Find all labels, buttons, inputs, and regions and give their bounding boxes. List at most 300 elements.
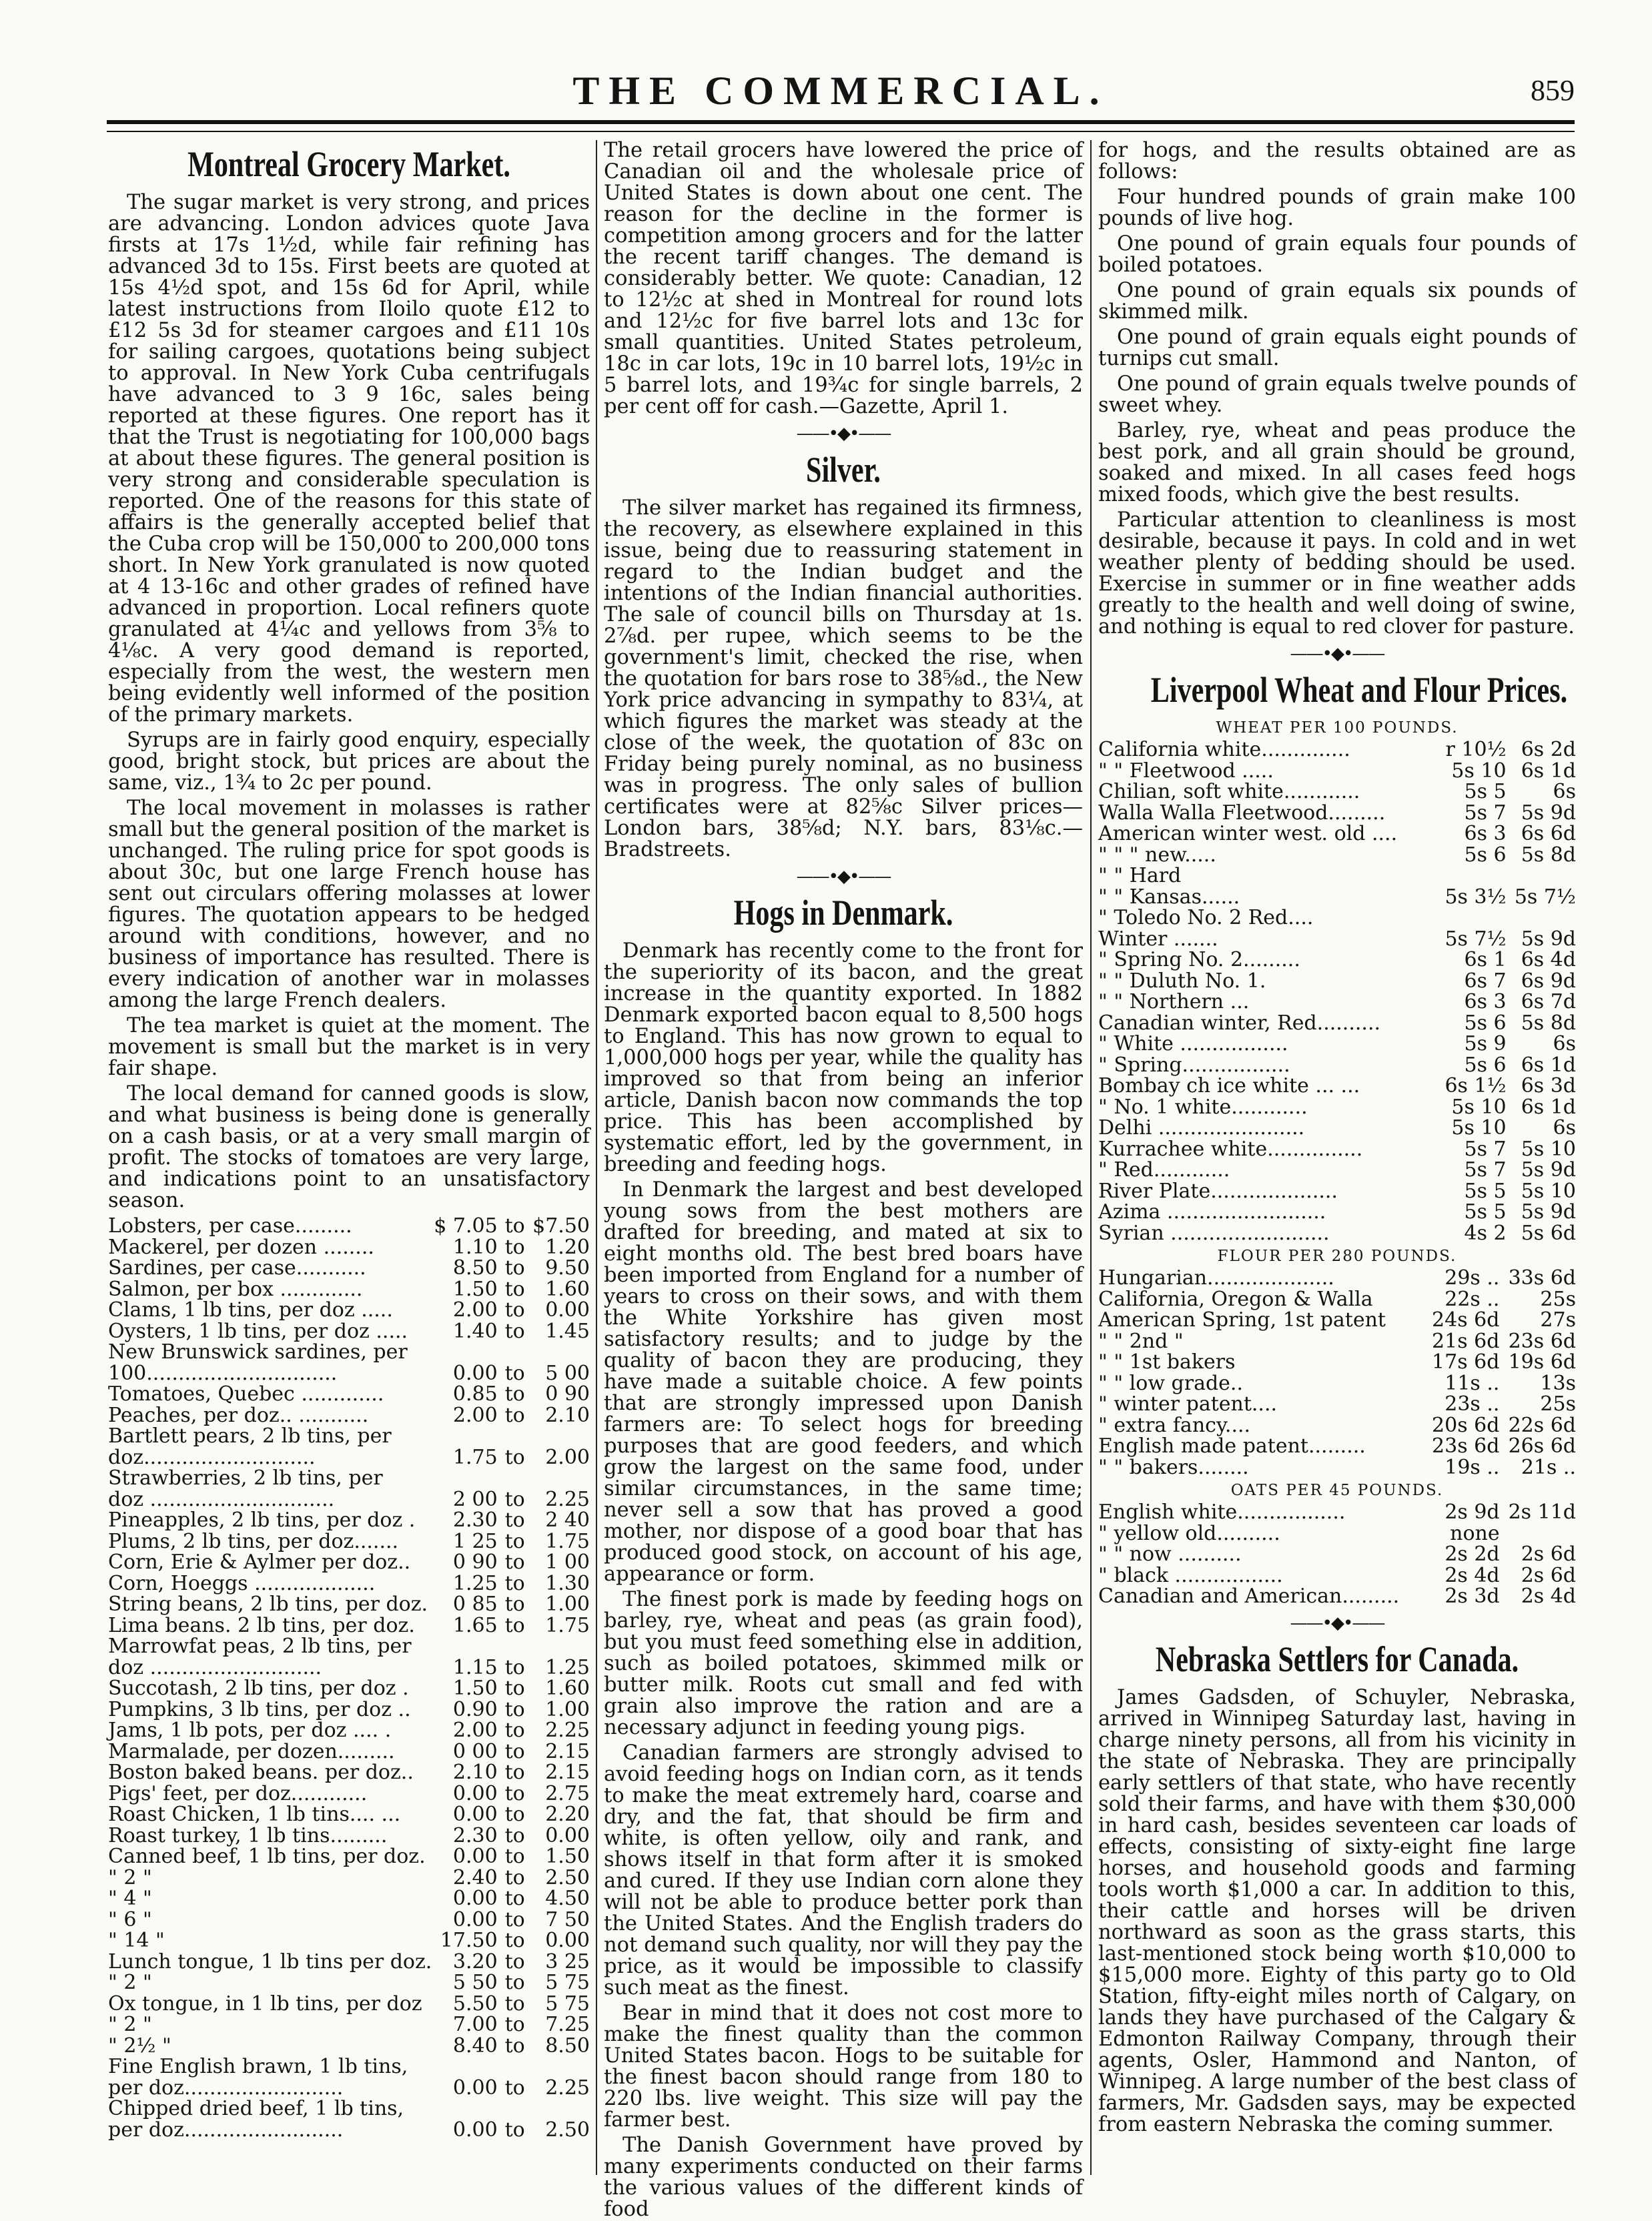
price-value: 26s 6d (1508, 1434, 1576, 1458)
price-row (1098, 1202, 1576, 1223)
price-value: to (504, 1256, 525, 1280)
price-row (108, 1237, 590, 1258)
price-row (108, 1279, 590, 1300)
paragraph: Bear in mind that it does not cost more to make the finest quality than the common United States bacon. Hogs to be suitable for the finest bacon should range from 180 to 220 lbs. live weight. This size will pay the farmer best. (604, 2002, 1083, 2132)
price-value: none (1450, 1521, 1500, 1545)
price-value: 2s 2d (1444, 1542, 1500, 1566)
price-item-label: doz ............................. (108, 1487, 335, 1511)
price-row (1098, 761, 1576, 782)
price-item-label: " 2 " (108, 1971, 152, 1994)
price-item-label: Walla Walla Fleetwood......... (1098, 801, 1386, 825)
section-ornament: ——•◆•—— (796, 424, 891, 444)
article-heading: Nebraska Settlers for Canada. (1155, 1639, 1519, 1679)
price-value: 29s .. (1444, 1266, 1500, 1290)
price-row (108, 1741, 590, 1763)
price-value: to (504, 2118, 525, 2142)
price-value: 8.50 (545, 2034, 590, 2058)
paragraph: James Gadsden, of Schuyler, Nebraska, arrived in Winnipeg Saturday last, having in charge ninety persons, all from his vicinity in the state of Nebraska. They are principally early settlers of that state, who have recently sold their farms, and have with them $30,000 in hard cash, besides seventeen car loads of effects, consisting of sixty-eight fine large horses, and household goods and farming tools worth $1,000 a car. In addition to this, their cattle and horses will be driven northward as soon as the grass starts, this last-mentioned stock being worth $10,000 to $15,000 more. Eighty of this party go to Old Station, fifty-eight miles north of Calgary, on lands they have purchased of the Calgary & Edmonton Railway Company, through their agents, Osler, Hammond and Nanton, of Winnipeg. A large number of the best class of farmers, Mr. Gadsden says, may be expected from eastern Nebraska the coming summer. (1098, 1685, 1576, 2136)
price-value: 5s 9d (1521, 801, 1576, 825)
price-row (108, 1468, 590, 1489)
price-value: 0.00 (452, 1887, 498, 1910)
price-value: 0.00 (452, 1803, 498, 1826)
price-value: 0.85 (452, 1382, 498, 1406)
price-item-label: Azima ......................... (1098, 1200, 1326, 1224)
price-value: 7.25 (545, 2013, 590, 2036)
price-value (1507, 865, 1576, 887)
price-value (1500, 1523, 1576, 1544)
price-value: $7.50 (532, 1214, 590, 1238)
price-value: 2.00 (452, 1719, 498, 1742)
price-item-label: Sardines, per case........... (108, 1256, 366, 1280)
price-item-label: " " 1st bakers (1098, 1350, 1236, 1374)
price-value: to (504, 1382, 525, 1406)
price-item-label: Roast turkey, 1 lb tins......... (108, 1823, 388, 1847)
price-item-label: Succotash, 2 lb tins, per doz . (108, 1677, 409, 1700)
price-row (108, 1951, 590, 1973)
paragraph: One pound of grain equals twelve pounds of sweet whey. (1098, 372, 1576, 417)
price-row (1098, 1502, 1576, 1523)
price-row (1098, 865, 1576, 887)
price-row (108, 1909, 590, 1931)
price-row (108, 1489, 590, 1510)
price-row (108, 1363, 590, 1384)
price-row (108, 1825, 590, 1847)
price-value: 24s 6d (1432, 1308, 1500, 1332)
price-value (1436, 907, 1506, 929)
price-value: 5s 7½ (1444, 927, 1507, 951)
price-value: 9.50 (545, 1256, 590, 1280)
article-heading: Silver. (806, 450, 881, 490)
price-row (1098, 1013, 1576, 1034)
price-item-label: " " Fleetwood ..... (1098, 759, 1274, 783)
price-value: 0 00 (452, 1739, 498, 1763)
price-row (1098, 1181, 1576, 1202)
price-value: 1.50 (452, 1277, 498, 1301)
price-item-label: " 14 " (108, 1929, 165, 1952)
price-row (1098, 1075, 1576, 1097)
price-item-label: " Spring No. 2......... (1098, 948, 1300, 971)
price-row (1098, 1310, 1576, 1331)
price-value: 6s 3 (1464, 822, 1507, 845)
newspaper-title: THE COMMERCIAL. (572, 69, 1109, 113)
column-divider (596, 140, 597, 2175)
paragraph: The local demand for canned goods is slow, and what business is being done is generally on a cash basis, or at a very small margin of profit. The stocks of tomatoes are very large, and indications point to an unsatisfactory season. (108, 1082, 590, 1212)
price-value: 0.90 (452, 1697, 498, 1721)
price-row (108, 1573, 590, 1595)
price-row (1098, 929, 1576, 950)
price-value: to (504, 2034, 525, 2058)
price-value: 1.45 (545, 1319, 590, 1343)
price-value: to (504, 1949, 525, 1973)
price-row (1098, 949, 1576, 971)
price-row (108, 1972, 590, 1993)
price-row (1098, 907, 1576, 929)
price-item-label: Canadian and American......... (1098, 1585, 1400, 1608)
price-value: 5s 10 (1521, 1179, 1576, 1203)
price-item-label: " Spring................. (1098, 1053, 1290, 1077)
price-value: 7 50 (545, 1907, 590, 1931)
price-value: 5s 5 (1464, 1200, 1507, 1224)
price-item-label: Chipped dried beef, 1 lb tins, (108, 2097, 404, 2120)
price-value: 2.15 (545, 1761, 590, 1784)
price-item-label: doz ........................... (108, 1655, 322, 1679)
price-value: 5s 5 (1464, 1179, 1507, 1203)
paragraph: One pound of grain equals six pounds of skimmed milk. (1098, 279, 1576, 324)
price-row (108, 2078, 590, 2099)
price-row (1098, 1565, 1576, 1587)
price-value: 6s (1553, 1032, 1576, 1055)
price-value: to (504, 1697, 525, 1721)
price-value: 8.40 (452, 2034, 498, 2058)
price-row (108, 1384, 590, 1405)
price-value (1436, 865, 1506, 887)
price-value: 6s 7d (1521, 990, 1576, 1013)
price-value (498, 1468, 532, 1489)
price-value (1507, 907, 1576, 929)
price-value: 0.00 (545, 1823, 590, 1847)
paragraph: Four hundred pounds of grain make 100 pounds of live hog. (1098, 185, 1576, 230)
price-item-label: Chilian, soft white............ (1098, 780, 1360, 803)
price-item-label: Winter ....... (1098, 927, 1218, 951)
price-row (1098, 1160, 1576, 1181)
price-row (108, 1804, 590, 1825)
price-value (434, 1468, 498, 1489)
price-row (108, 1699, 590, 1721)
price-value: 4s 2 (1464, 1221, 1507, 1245)
price-value: 27s (1540, 1308, 1576, 1332)
price-value: 6s 1½ (1444, 1074, 1507, 1097)
price-value: to (504, 1719, 525, 1742)
price-value (532, 1342, 590, 1363)
price-row (108, 1783, 590, 1805)
price-row (1098, 887, 1576, 908)
price-value: 11s .. (1444, 1371, 1500, 1395)
price-value: 3.20 (452, 1949, 498, 1973)
price-value: to (504, 1991, 525, 2016)
price-item-label: Syrian ......................... (1098, 1221, 1330, 1245)
price-value (434, 1342, 498, 1363)
paragraph: The Danish Government have proved by many experiments conducted on their farms the various values of the different kinds of food (604, 2134, 1083, 2221)
price-value: to (504, 2013, 525, 2036)
table-subheading: FLOUR PER 280 POUNDS. (1217, 1248, 1457, 1265)
price-value: to (504, 1655, 525, 1679)
price-value: 1.25 (452, 1571, 498, 1595)
flour-price-table (1098, 1268, 1576, 1478)
price-value: 23s 6d (1508, 1329, 1576, 1353)
price-value: 8.50 (452, 1256, 498, 1280)
price-value: to (504, 1845, 525, 1868)
price-value: to (504, 1361, 525, 1385)
price-row (1098, 1415, 1576, 1436)
paragraph: The sugar market is very strong, and prices are advancing. London advices quote Java firsts at 17s 1½d, while fair refining has advanced 3d to 15s. First beets are quoted at 15s 4½d spot, and 15s 6d for April, while latest instructions from Iloilo quote £12 to £12 5s 3d for steamer cargoes and £11 10s for sailing cargoes, quotations being subject to approval. In New York Cuba centrifugals have advanced to 3 9 16c, sales being reported at these figures. One report has it that the Trust is negotiating for 100,000 bags at about these figures. The general position is very strong and considerable speculation is reported. One of the reasons for this state of affairs is the generally accepted belief that the Cuba crop will be 150,000 to 200,000 tons short. In New York granulated is now quoted at 4 13-16c and other grades of refined have advanced in proportion. Local refiners quote granulated at 4¼c and yellows from 3⅝ to 4⅛c. A very good demand is reported, especially from the west, the western men being evidently well informed of the position of the primary markets. (108, 191, 590, 727)
price-value: 5s 10 (1451, 759, 1507, 783)
price-value: 5s 6 (1464, 1011, 1507, 1035)
paragraph: The silver market has regained its firmness, the recovery, as elsewhere explained in this issue, being due to reassuring statement in regard to the Indian budget and the intentions of the Indian financial authorities. The sale of council bills on Thursday at 1s. 2⅞d. per rupee, which seems to be the government's limit, checked the rise, when the quotation for bars rose to 38⅝d., the New York price advancing in sympathy to 83¼, at which figures the market was steady at the close of the week, the quotation of 83c on Friday being purely nominal, as no business was in progress. The only sales of bullion certificates were at 82⅝c Silver prices—London bars, 38⅝d; N.Y. bars, 83⅛c.—Bradstreets. (604, 496, 1083, 861)
paragraph: One pound of grain equals eight pounds of turnips cut small. (1098, 326, 1576, 370)
price-row (108, 2014, 590, 2036)
price-value: 2.20 (545, 1803, 590, 1826)
price-value: 1.20 (545, 1235, 590, 1259)
price-row (108, 1552, 590, 1573)
price-value: 2.75 (545, 1781, 590, 1805)
price-value (532, 1426, 590, 1447)
price-value: to (504, 1277, 525, 1301)
price-row (108, 1342, 590, 1363)
price-value: 6s 2d (1521, 738, 1576, 761)
price-item-label: Bartlett pears, 2 lb tins, per (108, 1424, 392, 1448)
price-row (1098, 803, 1576, 824)
price-value: 1.50 (545, 1845, 590, 1868)
price-row (108, 1846, 590, 1867)
article-heading: Montreal Grocery Market. (187, 144, 510, 184)
price-value: to (504, 1529, 525, 1553)
price-item-label: " 4 " (108, 1887, 152, 1910)
price-value (498, 1636, 532, 1657)
price-row (1098, 1544, 1576, 1565)
price-value: 7.00 (452, 2013, 498, 2036)
price-item-label: " 6 " (108, 1907, 152, 1931)
price-item-label: " White ................. (1098, 1032, 1288, 1055)
page-number: 859 (1531, 74, 1575, 107)
price-value: 5s 7 (1464, 1158, 1507, 1182)
price-value (532, 1468, 590, 1489)
price-item-label: Strawberries, 2 lb tins, per (108, 1466, 383, 1490)
price-row (108, 1447, 590, 1468)
price-item-label: " 2½ " (108, 2034, 171, 2058)
price-item-label: English white................. (1098, 1500, 1346, 1524)
price-row (1098, 1097, 1576, 1118)
price-item-label: " winter patent.... (1098, 1392, 1278, 1416)
column-3 (1098, 140, 1576, 2168)
price-value: 2s 4d (1444, 1563, 1500, 1587)
price-row (1098, 1373, 1576, 1394)
article-heading: Hogs in Denmark. (733, 893, 953, 933)
price-row (1098, 1523, 1576, 1544)
price-value (434, 2056, 498, 2078)
price-value: to (504, 1823, 525, 1847)
price-value: to (504, 1887, 525, 1910)
oats-price-table (1098, 1502, 1576, 1607)
price-value: 2.00 (452, 1298, 498, 1322)
price-item-label: " " bakers........ (1098, 1455, 1249, 1479)
price-value: to (504, 1571, 525, 1595)
price-value: 1.65 (452, 1613, 498, 1637)
section-ornament: ——•◆•—— (1290, 1613, 1384, 1633)
price-item-label: " " " new..... (1098, 843, 1216, 867)
price-value: 0.00 (452, 2076, 498, 2100)
price-value: 6s 6d (1521, 822, 1576, 845)
price-value: 0.00 (452, 1845, 498, 1868)
price-item-label: " 2 " (108, 1865, 152, 1889)
price-value: 1 25 (452, 1529, 498, 1553)
price-value: to (504, 1298, 525, 1322)
price-item-label: Tomatoes, Quebec ............. (108, 1382, 384, 1406)
price-value: 5s 7 (1464, 1137, 1507, 1161)
price-value: 1 00 (545, 1550, 590, 1574)
price-value: 3 25 (545, 1949, 590, 1973)
price-value: 2 40 (545, 1508, 590, 1532)
price-value: 2.30 (452, 1508, 498, 1532)
price-value: 5s 6 (1464, 843, 1507, 867)
price-item-label: " " 2nd " (1098, 1329, 1184, 1353)
price-row (1098, 1223, 1576, 1244)
price-value: 2s 11d (1508, 1500, 1576, 1524)
price-value: 2.50 (545, 1865, 590, 1889)
price-value: to (504, 1739, 525, 1763)
paragraph: Particular attention to cleanliness is most desirable, because it pays. In cold and in wet weather plenty of bedding should be used. Exercise in summer or in fine weather adds greatly to the health and well doing of swine, and nothing is equal to red clover for pasture. (1098, 508, 1576, 638)
price-value: 0.00 (452, 1361, 498, 1385)
price-item-label: 100.............................. (108, 1361, 338, 1385)
paragraph: Canadian farmers are strongly advised to avoid feeding hogs on Indian corn, as it tends to make the meat extremely hard, coarse and dry, and the fat, that should be firm and white, is often yellow, oily and rank, and shows itself in that form after it is smoked and cured. If they use Indian corn alone they will not be able to produce better pork than the United States. And the English traders do not demand such quality, nor will they pay the price, as it would be impossible to classify such meat as the finest. (604, 1741, 1083, 2000)
paragraph: The tea market is quiet at the moment. The movement is small but the market is in very fair shape. (108, 1014, 590, 1080)
price-item-label: Hungarian.................... (1098, 1266, 1334, 1290)
price-row (1098, 1586, 1576, 1607)
section-ornament: ——•◆•—— (796, 867, 891, 887)
price-item-label: Pumpkins, 3 lb tins, per doz .. (108, 1697, 411, 1721)
price-value: 5 50 (452, 1971, 498, 1994)
price-item-label: " 2 " (108, 2013, 152, 2036)
price-value: 1.00 (545, 1697, 590, 1721)
price-row (1098, 1118, 1576, 1139)
price-value: 6s 3d (1521, 1074, 1576, 1097)
price-row (108, 1531, 590, 1552)
price-value: 6s 1d (1521, 759, 1576, 783)
price-item-label: Ox tongue, in 1 lb tins, per doz (108, 1991, 422, 2016)
price-item-label: doz........................... (108, 1445, 316, 1469)
price-value (532, 2098, 590, 2120)
price-value (498, 2056, 532, 2078)
price-value: to (504, 1487, 525, 1511)
price-value: 2s 4d (1521, 1585, 1576, 1608)
price-item-label: per doz......................... (108, 2076, 344, 2100)
price-value: 5s 9d (1521, 1200, 1576, 1224)
price-item-label: Lunch tongue, 1 lb tins per doz. (108, 1949, 432, 1973)
price-value: 2.15 (545, 1739, 590, 1763)
price-value: 20s 6d (1432, 1413, 1500, 1437)
price-row (1098, 991, 1576, 1013)
price-value: 2s 6d (1521, 1542, 1576, 1566)
price-item-label: Mackerel, per dozen ........ (108, 1235, 374, 1259)
price-row (108, 1405, 590, 1426)
price-value: 5s 8d (1521, 1011, 1576, 1035)
price-row (108, 1216, 590, 1237)
price-value: 6s 1d (1521, 1095, 1576, 1119)
price-item-label: " " low grade.. (1098, 1371, 1244, 1395)
price-item-label: Lobsters, per case......... (108, 1214, 352, 1238)
price-value: 33s 6d (1508, 1266, 1576, 1290)
section-ornament: ——•◆•—— (1290, 644, 1384, 664)
price-row (1098, 1139, 1576, 1160)
price-value: 6s 7 (1464, 969, 1507, 993)
price-value: 1.10 (452, 1235, 498, 1259)
price-value: 5s 6 (1464, 1053, 1507, 1077)
price-value: to (504, 1971, 525, 1994)
price-row (108, 1321, 590, 1342)
price-row (1098, 845, 1576, 866)
paragraph: for hogs, and the results obtained are as follows: (1098, 139, 1576, 183)
price-value: 5.50 (452, 1991, 498, 2016)
price-row (108, 1888, 590, 1909)
price-item-label: Pigs' feet, per doz............ (108, 1781, 368, 1805)
price-item-label: Canadian winter, Red.......... (1098, 1011, 1381, 1035)
price-item-label: California, Oregon & Walla (1098, 1287, 1373, 1311)
price-item-label: Roast Chicken, 1 lb tins.... ... (108, 1803, 401, 1826)
price-value: 5s 3½ (1444, 885, 1507, 909)
masthead-rule (107, 120, 1575, 132)
price-item-label: California white.............. (1098, 738, 1350, 761)
price-value: 17.50 (440, 1929, 498, 1952)
price-item-label: Plums, 2 lb tins, per doz....... (108, 1529, 399, 1553)
price-value: to (504, 1865, 525, 1889)
price-value: 5s 9d (1521, 927, 1576, 951)
price-value: 0 85 (452, 1593, 498, 1616)
price-value: 6s (1553, 1116, 1576, 1140)
price-row (1098, 1033, 1576, 1055)
price-row (1098, 1289, 1576, 1310)
price-value: 0.00 (452, 1781, 498, 1805)
price-value: 5s 10 (1521, 1137, 1576, 1161)
price-value: 1.00 (545, 1593, 590, 1616)
price-value: to (504, 1907, 525, 1931)
price-row (1098, 1436, 1576, 1457)
price-value: 5s 9 (1464, 1032, 1507, 1055)
price-item-label: Pineapples, 2 lb tins, per doz . (108, 1508, 416, 1532)
price-value: to (504, 1803, 525, 1826)
price-item-label: Peaches, per doz.. ........... (108, 1403, 369, 1427)
price-value: to (504, 1508, 525, 1532)
column-2 (604, 139, 1083, 2221)
price-value (532, 1636, 590, 1657)
price-item-label: American winter west. old .... (1098, 822, 1398, 845)
price-row (108, 1594, 590, 1615)
price-item-label: Corn, Erie & Aylmer per doz.. (108, 1550, 411, 1574)
price-item-label: " " Northern ... (1098, 990, 1250, 1013)
price-row (1098, 971, 1576, 992)
price-item-label: " " Duluth No. 1. (1098, 969, 1266, 993)
paragraph: Syrups are in fairly good enquiry, especially good, bright stock, but prices are about the same, viz., 1¾ to 2c per pound. (108, 729, 590, 795)
price-value: 0.00 (545, 1298, 590, 1322)
price-row (108, 1426, 590, 1447)
price-item-label: " Toledo No. 2 Red.... (1098, 906, 1314, 929)
price-row (108, 1258, 590, 1279)
price-value: r 10½ (1445, 738, 1507, 761)
price-row (1098, 1331, 1576, 1352)
price-value: 5s 7 (1464, 801, 1507, 825)
price-value (434, 1426, 498, 1447)
price-item-label: River Plate.................... (1098, 1179, 1338, 1203)
price-row (108, 1636, 590, 1657)
price-value: to (504, 1677, 525, 1700)
price-value (434, 1636, 498, 1657)
price-value: to (504, 1781, 525, 1805)
price-value: 5s 8d (1521, 843, 1576, 867)
price-value: 2.30 (452, 1823, 498, 1847)
price-value: 5s 9d (1521, 1158, 1576, 1182)
price-value: 22s 6d (1508, 1413, 1576, 1437)
price-value: 6s 1d (1521, 1053, 1576, 1077)
price-row (108, 1300, 590, 1321)
price-value: 1.15 (452, 1655, 498, 1679)
price-value: 2s 9d (1444, 1500, 1500, 1524)
price-row (1098, 1352, 1576, 1373)
price-value: 1.40 (452, 1319, 498, 1343)
price-row (108, 1615, 590, 1637)
price-row (1098, 1055, 1576, 1076)
price-value: 2 00 (452, 1487, 498, 1511)
price-value: to (504, 1761, 525, 1784)
price-row (1098, 823, 1576, 845)
price-item-label: Bombay ch ice white ... ... (1098, 1074, 1360, 1097)
